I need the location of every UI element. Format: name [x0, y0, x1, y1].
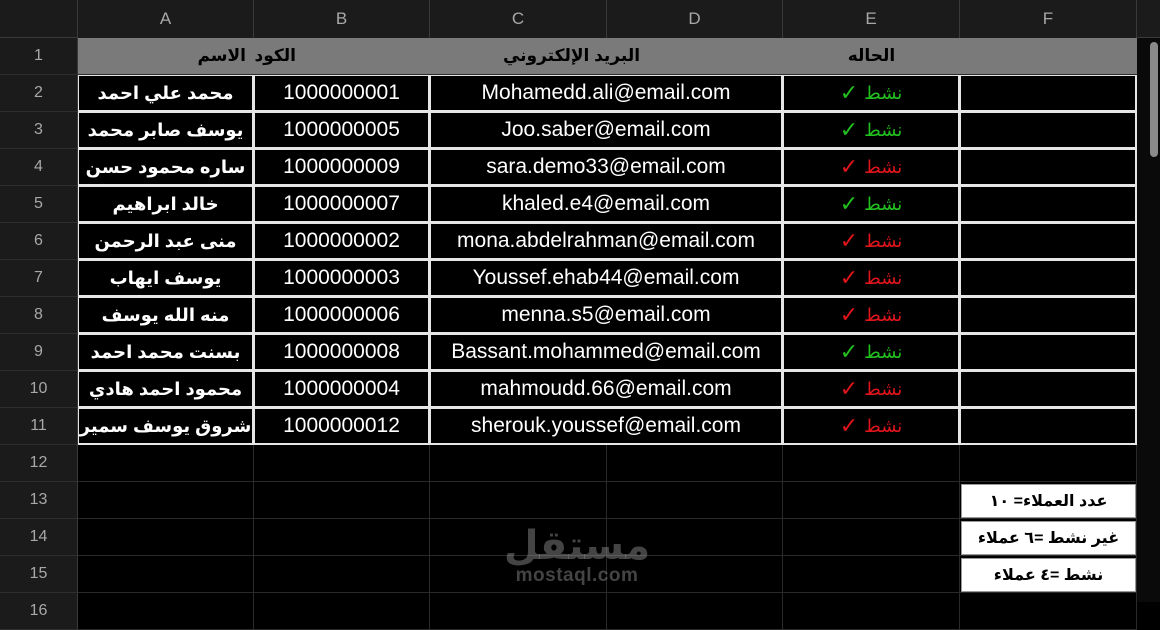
customer-name[interactable]: خالد ابراهيم — [78, 186, 254, 223]
grid-cell[interactable] — [430, 593, 607, 630]
customer-code[interactable]: 1000000002 — [254, 223, 430, 260]
status-label: نشط — [864, 415, 903, 436]
row-header-9[interactable]: 9 — [0, 334, 78, 371]
customer-name[interactable]: يوسف صابر محمد — [78, 112, 254, 149]
customer-name[interactable]: شروق يوسف سمير — [78, 408, 254, 445]
check-mark-icon: ✓ — [839, 339, 859, 364]
customer-status[interactable] — [783, 408, 960, 445]
check-mark-icon: ✓ — [839, 80, 859, 105]
row-header-14[interactable]: 14 — [0, 519, 78, 556]
watermark-latin: mostaql.com — [515, 565, 639, 586]
customer-status[interactable] — [783, 112, 960, 149]
customer-status[interactable] — [783, 75, 960, 112]
customer-email[interactable]: sherouk.youssef@email.com — [430, 408, 783, 445]
header-email: البريد الإلكتروني — [502, 46, 641, 65]
empty-cell-f[interactable] — [960, 297, 1137, 334]
customer-status[interactable] — [783, 297, 960, 334]
customer-code[interactable]: 1000000004 — [254, 371, 430, 408]
watermark-arabic: مستقل — [503, 524, 651, 568]
grid-cell[interactable] — [78, 482, 254, 519]
check-mark-icon: ✓ — [839, 191, 859, 216]
row-header-2[interactable]: 2 — [0, 75, 78, 112]
header-name: الاسم — [197, 46, 246, 65]
customer-email[interactable]: mahmoudd.66@email.com — [430, 371, 783, 408]
customer-email[interactable]: menna.s5@email.com — [430, 297, 783, 334]
row-header-1[interactable]: 1 — [0, 38, 78, 75]
grid-cell[interactable] — [430, 556, 607, 593]
customer-code[interactable]: 1000000006 — [254, 297, 430, 334]
check-mark-icon-red: ✓ — [839, 413, 859, 438]
customer-code[interactable]: 1000000012 — [254, 408, 430, 445]
status-label: نشط — [864, 341, 903, 362]
column-header-c[interactable]: C — [430, 0, 607, 38]
row-header-7[interactable]: 7 — [0, 260, 78, 297]
column-header-f[interactable]: F — [960, 0, 1137, 38]
empty-cell-f[interactable] — [960, 260, 1137, 297]
customer-email[interactable]: Youssef.ehab44@email.com — [430, 260, 783, 297]
grid-cell[interactable] — [783, 593, 960, 630]
customer-status[interactable] — [783, 149, 960, 186]
status-label: نشط — [864, 230, 903, 251]
customer-name[interactable]: منه الله يوسف — [78, 297, 254, 334]
check-mark-icon-red: ✓ — [839, 228, 859, 253]
empty-cell-f[interactable] — [960, 112, 1137, 149]
status-label: نشط — [864, 156, 903, 177]
grid-cell[interactable] — [254, 482, 430, 519]
status-label: نشط — [864, 378, 903, 399]
column-header-b[interactable]: B — [254, 0, 430, 38]
grid-cell[interactable] — [783, 556, 960, 593]
customer-email[interactable]: Joo.saber@email.com — [430, 112, 783, 149]
grid-cell[interactable] — [960, 593, 1137, 630]
row-header-15[interactable]: 15 — [0, 556, 78, 593]
summary-active: نشط =٤ عملاء — [961, 558, 1136, 592]
row-header-11[interactable]: 11 — [0, 408, 78, 445]
grid-cell[interactable] — [783, 519, 960, 556]
customer-code[interactable]: 1000000005 — [254, 112, 430, 149]
column-header-a[interactable]: A — [78, 0, 254, 38]
select-all-corner[interactable] — [0, 0, 78, 38]
customer-name[interactable]: ساره محمود حسن — [78, 149, 254, 186]
row-header-8[interactable]: 8 — [0, 297, 78, 334]
customer-name[interactable]: محمود احمد هادي — [78, 371, 254, 408]
vertical-scrollbar[interactable] — [1150, 42, 1158, 157]
row-header-12[interactable]: 12 — [0, 445, 78, 482]
header-status: الحاله — [847, 46, 896, 65]
row-header-6[interactable]: 6 — [0, 223, 78, 260]
grid-cell[interactable] — [78, 445, 254, 482]
summary-inactive: غير نشط =٦ عملاء — [961, 521, 1136, 555]
customer-email[interactable]: Bassant.mohammed@email.com — [430, 334, 783, 371]
row-header-16[interactable]: 16 — [0, 593, 78, 630]
column-header-e[interactable]: E — [783, 0, 960, 38]
customer-status[interactable] — [783, 334, 960, 371]
row-header-4[interactable]: 4 — [0, 149, 78, 186]
grid-cell[interactable] — [430, 482, 607, 519]
status-label: نشط — [864, 267, 903, 288]
empty-cell-f[interactable] — [960, 149, 1137, 186]
customer-email[interactable]: sara.demo33@email.com — [430, 149, 783, 186]
customer-name[interactable]: منى عبد الرحمن — [78, 223, 254, 260]
empty-cell-f[interactable] — [960, 223, 1137, 260]
customer-code[interactable]: 1000000009 — [254, 149, 430, 186]
grid-cell[interactable] — [78, 593, 254, 630]
grid-cell[interactable] — [254, 519, 430, 556]
customer-status[interactable] — [783, 260, 960, 297]
empty-cell-f[interactable] — [960, 371, 1137, 408]
row-header-3[interactable]: 3 — [0, 112, 78, 149]
customer-code[interactable]: 1000000007 — [254, 186, 430, 223]
grid-cell[interactable] — [254, 593, 430, 630]
grid-cell[interactable] — [430, 519, 607, 556]
customer-email[interactable]: khaled.e4@email.com — [430, 186, 783, 223]
check-mark-icon-red: ✓ — [839, 154, 859, 179]
grid-cell[interactable] — [783, 482, 960, 519]
empty-cell-f[interactable] — [960, 408, 1137, 445]
empty-cell-f[interactable] — [960, 334, 1137, 371]
status-label: نشط — [864, 304, 903, 325]
customer-name[interactable]: محمد علي احمد — [78, 75, 254, 112]
grid-cell[interactable] — [960, 445, 1137, 482]
check-mark-icon: ✓ — [839, 117, 859, 142]
grid-cell[interactable] — [607, 556, 783, 593]
check-mark-icon-red: ✓ — [839, 302, 859, 327]
empty-cell-f[interactable] — [960, 75, 1137, 112]
customer-email[interactable]: mona.abdelrahman@email.com — [430, 223, 783, 260]
grid-cell[interactable] — [78, 519, 254, 556]
summary-total: عدد العملاء= ١٠ — [961, 484, 1136, 518]
check-mark-icon-red: ✓ — [839, 265, 859, 290]
customer-email[interactable]: Mohamedd.ali@email.com — [430, 75, 783, 112]
status-label: نشط — [864, 82, 903, 103]
check-mark-icon-red: ✓ — [839, 376, 859, 401]
customer-code[interactable]: 1000000001 — [254, 75, 430, 112]
customer-code[interactable]: 1000000008 — [254, 334, 430, 371]
customer-status[interactable] — [783, 223, 960, 260]
customer-name[interactable]: يوسف ايهاب — [78, 260, 254, 297]
grid-cell[interactable] — [783, 445, 960, 482]
grid-cell[interactable] — [254, 556, 430, 593]
row-header-13[interactable]: 13 — [0, 482, 78, 519]
header-code: الكود — [254, 46, 296, 65]
column-header-d[interactable]: D — [607, 0, 783, 38]
grid-cell[interactable] — [607, 482, 783, 519]
grid-cell[interactable] — [78, 556, 254, 593]
status-label: نشط — [864, 119, 903, 140]
status-label: نشط — [864, 193, 903, 214]
grid-cell[interactable] — [607, 445, 783, 482]
grid-cell[interactable] — [607, 593, 783, 630]
customer-status[interactable] — [783, 186, 960, 223]
grid-cell[interactable] — [430, 445, 607, 482]
customer-status[interactable] — [783, 371, 960, 408]
empty-cell-f[interactable] — [960, 186, 1137, 223]
row-header-10[interactable]: 10 — [0, 371, 78, 408]
row-header-5[interactable]: 5 — [0, 186, 78, 223]
customer-name[interactable]: بسنت محمد احمد — [78, 334, 254, 371]
grid-cell[interactable] — [254, 445, 430, 482]
grid-cell[interactable] — [607, 519, 783, 556]
customer-code[interactable]: 1000000003 — [254, 260, 430, 297]
